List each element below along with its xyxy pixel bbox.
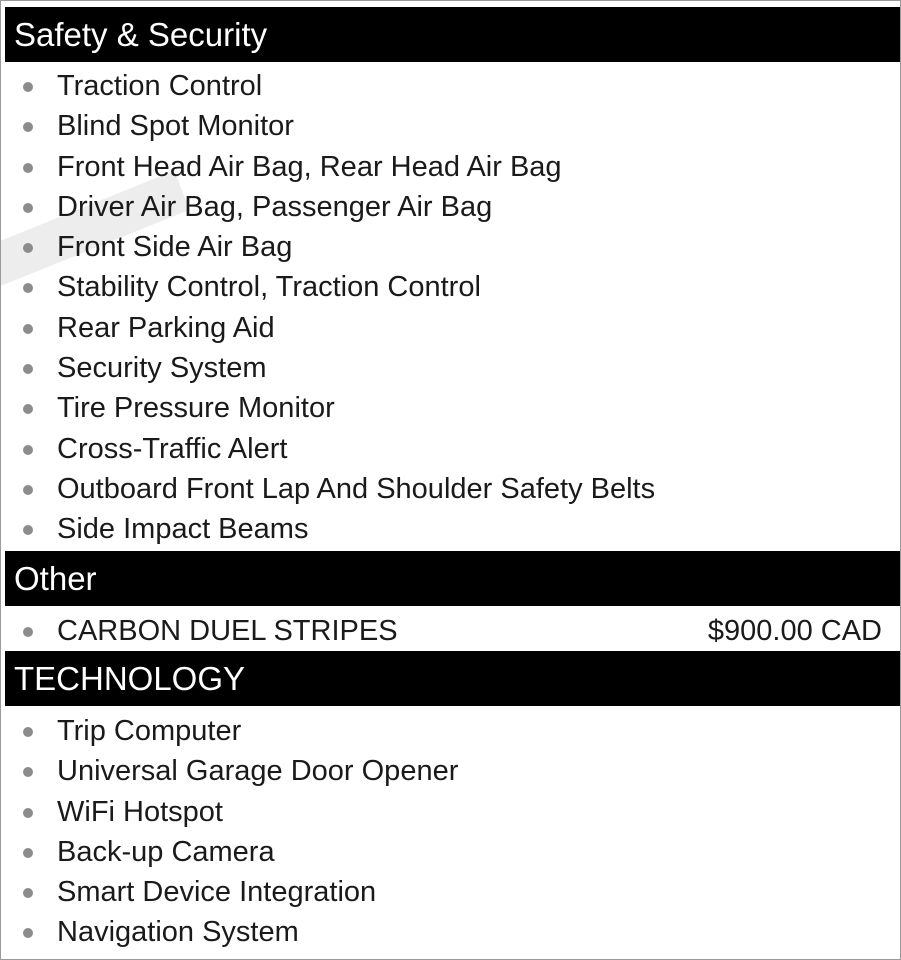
list-item: Front Side Air Bag [1,227,901,267]
safety-security-list [1,66,901,550]
bullet-icon [23,928,33,938]
bullet-icon [23,808,33,818]
bullet-icon [23,82,33,92]
list-item: Outboard Front Lap And Shoulder Safety Belts [1,469,901,509]
list-item: Side Impact Beams [1,509,901,549]
list-item: Trip Computer [1,711,901,751]
bullet-icon [23,324,33,334]
section-header-technology [5,651,901,706]
bullet-icon [23,203,33,213]
section-title: Other [14,560,97,597]
bullet-icon [23,364,33,374]
list-item: Rear Parking Aid [1,308,901,348]
list-item: Cross-Traffic Alert [1,429,901,469]
list-item: CARBON DUEL STRIPES $900.00 CAD [1,611,901,651]
bullet-icon [23,445,33,455]
section-title: TECHNOLOGY [14,660,246,697]
list-item: Driver Air Bag, Passenger Air Bag [1,187,901,227]
list-item: Tire Pressure Monitor [1,388,901,428]
list-item: Back-up Camera [1,832,901,872]
bullet-icon [23,404,33,414]
section-header-other [5,551,901,606]
list-item: WiFi Hotspot [1,792,901,832]
bullet-icon [23,163,33,173]
list-item: Traction Control [1,66,901,106]
list-item: Universal Garage Door Opener [1,751,901,791]
bullet-icon [23,627,33,637]
bullet-icon [23,243,33,253]
section-header-safety-security [5,7,901,62]
bullet-icon [23,122,33,132]
bullet-icon [23,888,33,898]
list-item: Smart Device Integration [1,872,901,912]
list-item: Front Head Air Bag, Rear Head Air Bag [1,147,901,187]
bullet-icon [23,525,33,535]
other-list [1,611,901,651]
technology-list [1,711,901,953]
list-item: Navigation System [1,912,901,952]
bullet-icon [23,485,33,495]
bullet-icon [23,283,33,293]
list-item: Security System [1,348,901,388]
bullet-icon [23,848,33,858]
list-item: Stability Control, Traction Control [1,267,901,307]
section-title: Safety & Security [14,16,268,53]
list-item: Blind Spot Monitor [1,106,901,146]
bullet-icon [23,767,33,777]
item-price: $900.00 CAD [707,615,882,647]
bullet-icon [23,727,33,737]
